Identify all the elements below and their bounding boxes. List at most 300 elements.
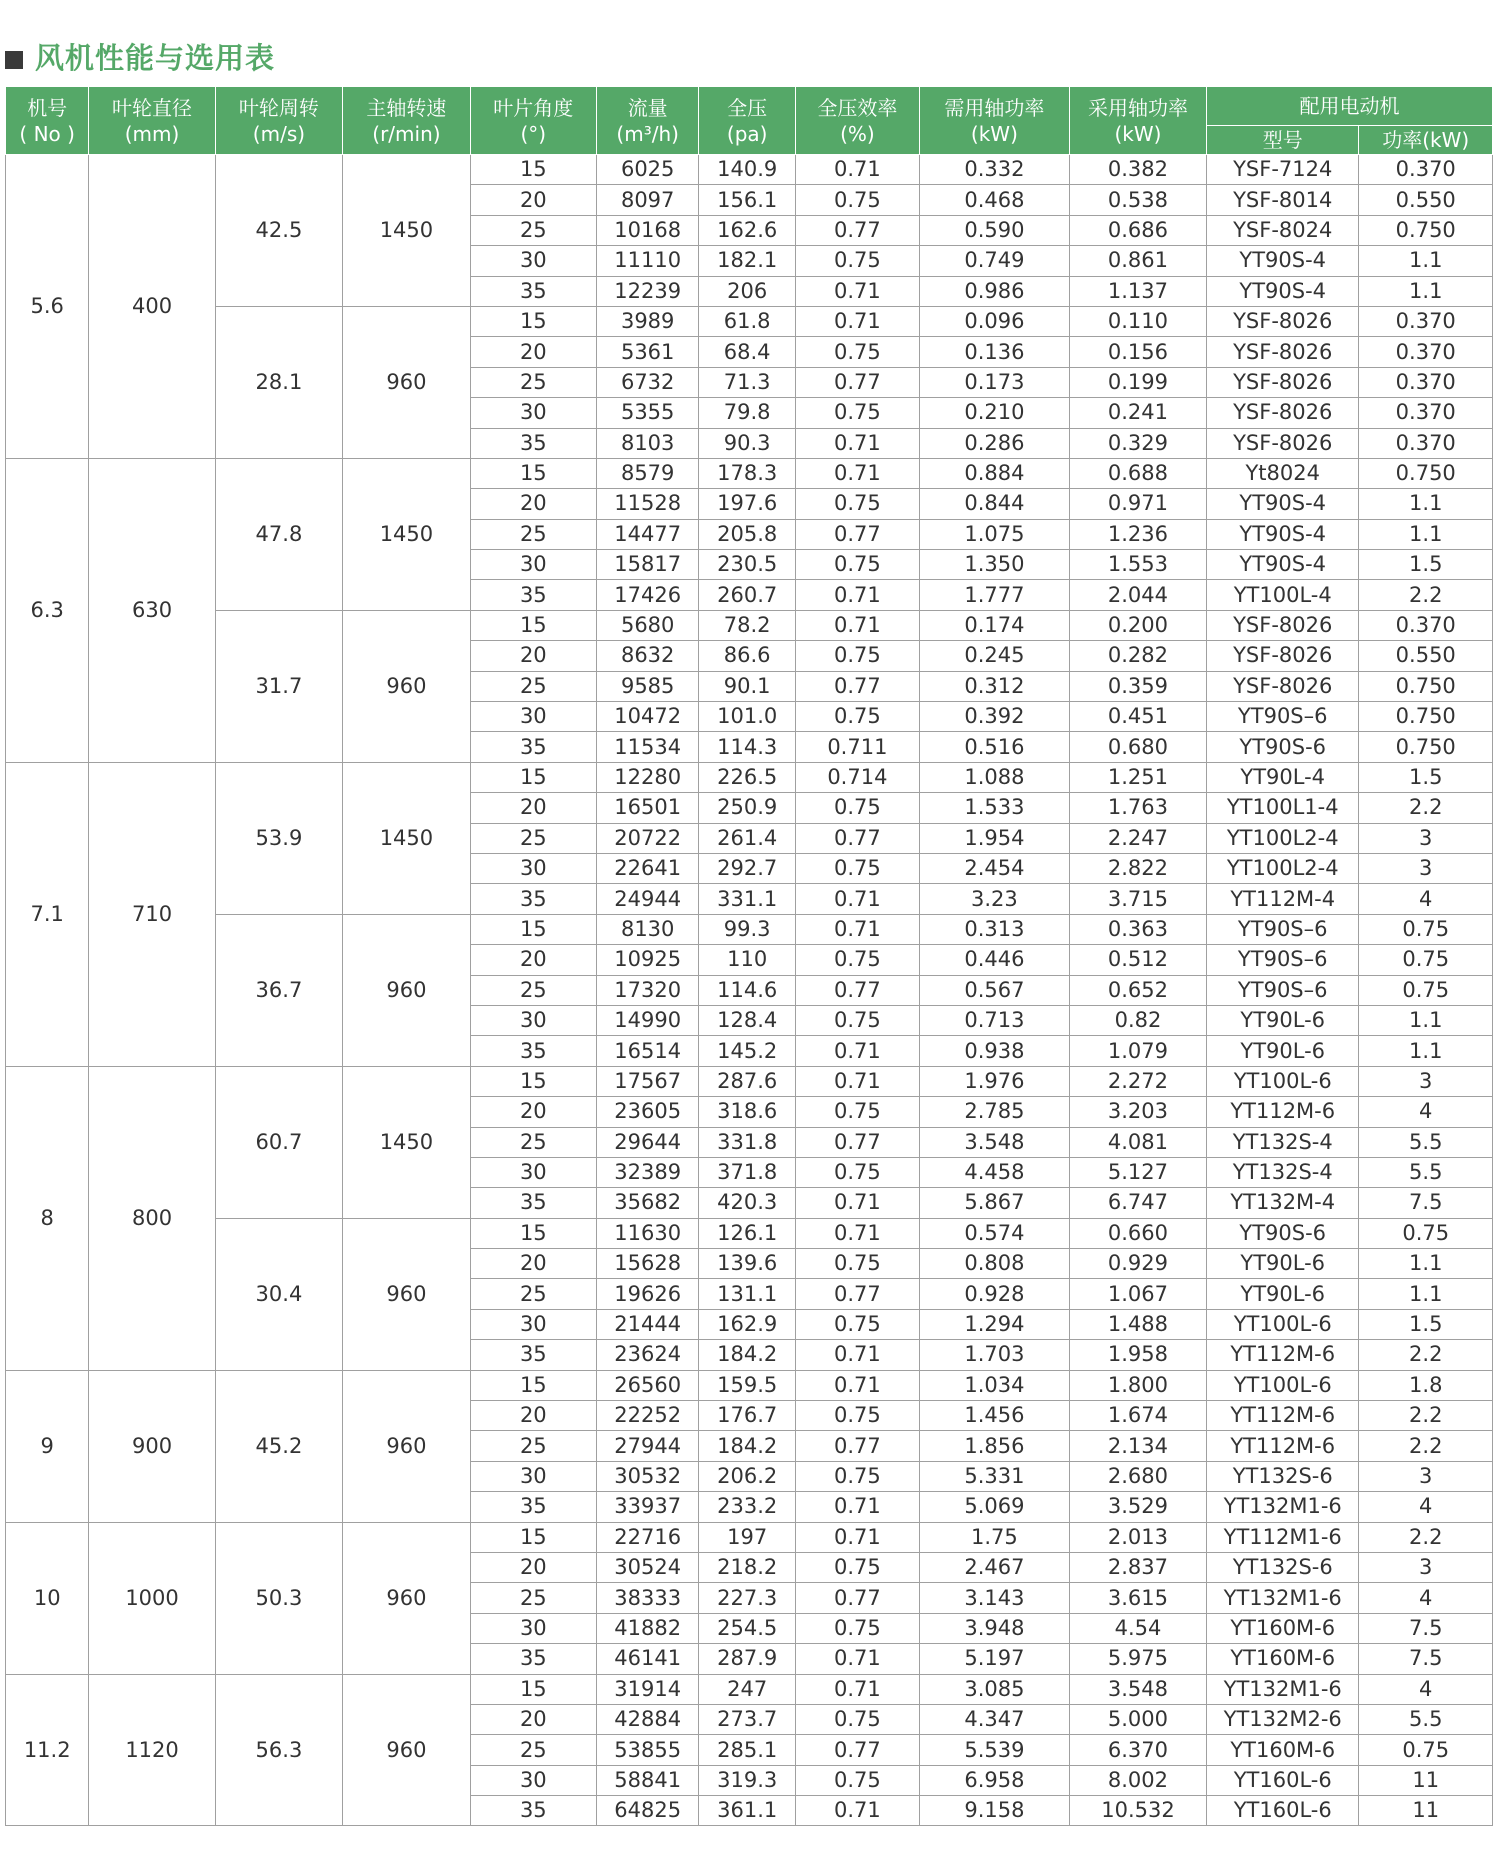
- flow-cell: 32389: [596, 1157, 698, 1187]
- pressure-cell: 206.2: [699, 1461, 796, 1491]
- header-motor: 配用电动机: [1206, 87, 1492, 126]
- pressure-cell: 331.8: [699, 1127, 796, 1157]
- angle-cell: 15: [470, 306, 596, 336]
- flow-cell: 42884: [596, 1704, 698, 1734]
- fan-no-cell: 8: [6, 1066, 89, 1370]
- required-power-cell: 0.844: [919, 489, 1069, 519]
- pressure-cell: 101.0: [699, 702, 796, 732]
- fan-no-cell: 6.3: [6, 458, 89, 762]
- motor-model-cell: YSF-8014: [1206, 185, 1359, 215]
- required-power-cell: 2.785: [919, 1097, 1069, 1127]
- efficiency-cell: 0.75: [795, 702, 919, 732]
- angle-cell: 15: [470, 155, 596, 185]
- efficiency-cell: 0.75: [795, 1461, 919, 1491]
- efficiency-cell: 0.77: [795, 671, 919, 701]
- required-power-cell: 0.312: [919, 671, 1069, 701]
- pressure-cell: 114.6: [699, 975, 796, 1005]
- angle-cell: 15: [470, 458, 596, 488]
- table-row: [6, 610, 1493, 640]
- motor-power-cell: 0.370: [1359, 610, 1493, 640]
- tip-speed-cell: 31.7: [215, 610, 342, 762]
- rpm-cell: 1450: [343, 458, 470, 610]
- adopted-power-cell: 1.137: [1069, 276, 1206, 306]
- flow-cell: 30524: [596, 1552, 698, 1582]
- fan-no-cell: 5.6: [6, 155, 89, 459]
- flow-cell: 38333: [596, 1583, 698, 1613]
- motor-model-cell: YT100L-6: [1206, 1066, 1359, 1096]
- flow-cell: 12280: [596, 762, 698, 792]
- adopted-power-cell: 0.660: [1069, 1218, 1206, 1248]
- angle-cell: 25: [470, 1583, 596, 1613]
- header-angle: 叶片角度 (°): [470, 87, 596, 155]
- motor-model-cell: YT112M-6: [1206, 1097, 1359, 1127]
- motor-model-cell: YT132M1-6: [1206, 1583, 1359, 1613]
- required-power-cell: 0.136: [919, 337, 1069, 367]
- angle-cell: 15: [470, 1218, 596, 1248]
- tip-speed-cell: 60.7: [215, 1066, 342, 1218]
- motor-model-cell: YT100L-4: [1206, 580, 1359, 610]
- efficiency-cell: 0.77: [795, 215, 919, 245]
- required-power-cell: 0.174: [919, 610, 1069, 640]
- adopted-power-cell: 5.975: [1069, 1644, 1206, 1674]
- adopted-power-cell: 3.203: [1069, 1097, 1206, 1127]
- angle-cell: 25: [470, 1431, 596, 1461]
- tip-speed-cell: 50.3: [215, 1522, 342, 1674]
- pressure-cell: 131.1: [699, 1279, 796, 1309]
- fan-no-cell: 7.1: [6, 762, 89, 1066]
- table-row: [6, 1370, 1493, 1400]
- angle-cell: 35: [470, 580, 596, 610]
- adopted-power-cell: 0.680: [1069, 732, 1206, 762]
- efficiency-cell: 0.75: [795, 1613, 919, 1643]
- motor-model-cell: YSF-8026: [1206, 398, 1359, 428]
- angle-cell: 25: [470, 1735, 596, 1765]
- pressure-cell: 230.5: [699, 550, 796, 580]
- motor-model-cell: YSF-8024: [1206, 215, 1359, 245]
- efficiency-cell: 0.71: [795, 1644, 919, 1674]
- header-motor-power: 功率(kW): [1359, 126, 1493, 155]
- table-row: [6, 1218, 1493, 1248]
- adopted-power-cell: 10.532: [1069, 1796, 1206, 1826]
- motor-power-cell: 3: [1359, 1552, 1493, 1582]
- motor-power-cell: 0.750: [1359, 458, 1493, 488]
- pressure-cell: 319.3: [699, 1765, 796, 1795]
- efficiency-cell: 0.71: [795, 1340, 919, 1370]
- adopted-power-cell: 0.329: [1069, 428, 1206, 458]
- adopted-power-cell: 5.000: [1069, 1704, 1206, 1734]
- angle-cell: 30: [470, 1309, 596, 1339]
- adopted-power-cell: 4.54: [1069, 1613, 1206, 1643]
- adopted-power-cell: 1.553: [1069, 550, 1206, 580]
- adopted-power-cell: 0.688: [1069, 458, 1206, 488]
- rpm-cell: 960: [343, 1522, 470, 1674]
- fan-no-cell: 11.2: [6, 1674, 89, 1826]
- flow-cell: 11110: [596, 246, 698, 276]
- motor-model-cell: YT90L-6: [1206, 1036, 1359, 1066]
- adopted-power-cell: 1.079: [1069, 1036, 1206, 1066]
- flow-cell: 5355: [596, 398, 698, 428]
- pressure-cell: 250.9: [699, 793, 796, 823]
- motor-power-cell: 0.370: [1359, 306, 1493, 336]
- pressure-cell: 162.9: [699, 1309, 796, 1339]
- required-power-cell: 9.158: [919, 1796, 1069, 1826]
- flow-cell: 30532: [596, 1461, 698, 1491]
- flow-cell: 5680: [596, 610, 698, 640]
- adopted-power-cell: 2.247: [1069, 823, 1206, 853]
- angle-cell: 25: [470, 367, 596, 397]
- pressure-cell: 261.4: [699, 823, 796, 853]
- pressure-cell: 287.9: [699, 1644, 796, 1674]
- flow-cell: 22641: [596, 853, 698, 883]
- required-power-cell: 3.143: [919, 1583, 1069, 1613]
- pressure-cell: 254.5: [699, 1613, 796, 1643]
- pressure-cell: 162.6: [699, 215, 796, 245]
- motor-model-cell: YT160M-6: [1206, 1735, 1359, 1765]
- required-power-cell: 3.948: [919, 1613, 1069, 1643]
- angle-cell: 35: [470, 1644, 596, 1674]
- motor-model-cell: YT100L2-4: [1206, 853, 1359, 883]
- pressure-cell: 292.7: [699, 853, 796, 883]
- tip-speed-cell: 47.8: [215, 458, 342, 610]
- motor-power-cell: 2.2: [1359, 580, 1493, 610]
- efficiency-cell: 0.71: [795, 1796, 919, 1826]
- motor-power-cell: 4: [1359, 1583, 1493, 1613]
- flow-cell: 8632: [596, 641, 698, 671]
- adopted-power-cell: 3.548: [1069, 1674, 1206, 1704]
- pressure-cell: 145.2: [699, 1036, 796, 1066]
- motor-power-cell: 0.750: [1359, 702, 1493, 732]
- pressure-cell: 110: [699, 945, 796, 975]
- adopted-power-cell: 1.763: [1069, 793, 1206, 823]
- motor-power-cell: 5.5: [1359, 1127, 1493, 1157]
- angle-cell: 25: [470, 823, 596, 853]
- pressure-cell: 273.7: [699, 1704, 796, 1734]
- rpm-cell: 1450: [343, 155, 470, 307]
- flow-cell: 23605: [596, 1097, 698, 1127]
- motor-model-cell: YT112M-6: [1206, 1431, 1359, 1461]
- adopted-power-cell: 6.370: [1069, 1735, 1206, 1765]
- required-power-cell: 1.075: [919, 519, 1069, 549]
- motor-power-cell: 0.75: [1359, 945, 1493, 975]
- adopted-power-cell: 1.251: [1069, 762, 1206, 792]
- rpm-cell: 1450: [343, 762, 470, 914]
- motor-model-cell: YT112M-6: [1206, 1340, 1359, 1370]
- required-power-cell: 0.210: [919, 398, 1069, 428]
- angle-cell: 20: [470, 185, 596, 215]
- impeller-diameter-cell: 630: [89, 458, 215, 762]
- motor-power-cell: 0.75: [1359, 975, 1493, 1005]
- required-power-cell: 0.096: [919, 306, 1069, 336]
- angle-cell: 20: [470, 945, 596, 975]
- efficiency-cell: 0.71: [795, 458, 919, 488]
- angle-cell: 35: [470, 1340, 596, 1370]
- page-title: 风机性能与选用表: [35, 40, 276, 75]
- section-title-bar: [5, 40, 276, 75]
- motor-power-cell: 11: [1359, 1796, 1493, 1826]
- pressure-cell: 128.4: [699, 1005, 796, 1035]
- angle-cell: 15: [470, 610, 596, 640]
- flow-cell: 26560: [596, 1370, 698, 1400]
- pressure-cell: 227.3: [699, 1583, 796, 1613]
- required-power-cell: 1.456: [919, 1401, 1069, 1431]
- rpm-cell: 1450: [343, 1066, 470, 1218]
- adopted-power-cell: 2.822: [1069, 853, 1206, 883]
- pressure-cell: 114.3: [699, 732, 796, 762]
- required-power-cell: 5.539: [919, 1735, 1069, 1765]
- header-tip-speed: 叶轮周转 (m/s): [215, 87, 342, 155]
- adopted-power-cell: 1.800: [1069, 1370, 1206, 1400]
- pressure-cell: 139.6: [699, 1249, 796, 1279]
- adopted-power-cell: 0.82: [1069, 1005, 1206, 1035]
- motor-model-cell: YT132M1-6: [1206, 1492, 1359, 1522]
- motor-model-cell: YT90L-6: [1206, 1005, 1359, 1035]
- motor-power-cell: 1.1: [1359, 1005, 1493, 1035]
- flow-cell: 17320: [596, 975, 698, 1005]
- angle-cell: 35: [470, 732, 596, 762]
- angle-cell: 25: [470, 1127, 596, 1157]
- flow-cell: 10168: [596, 215, 698, 245]
- required-power-cell: 0.173: [919, 367, 1069, 397]
- adopted-power-cell: 0.241: [1069, 398, 1206, 428]
- pressure-cell: 371.8: [699, 1157, 796, 1187]
- efficiency-cell: 0.77: [795, 1127, 919, 1157]
- motor-model-cell: YT90S–6: [1206, 975, 1359, 1005]
- angle-cell: 30: [470, 1613, 596, 1643]
- flow-cell: 16514: [596, 1036, 698, 1066]
- pressure-cell: 99.3: [699, 914, 796, 944]
- required-power-cell: 3.085: [919, 1674, 1069, 1704]
- required-power-cell: 1.976: [919, 1066, 1069, 1096]
- flow-cell: 9585: [596, 671, 698, 701]
- required-power-cell: 0.332: [919, 155, 1069, 185]
- rpm-cell: 960: [343, 1674, 470, 1826]
- motor-model-cell: YT112M-4: [1206, 884, 1359, 914]
- flow-cell: 19626: [596, 1279, 698, 1309]
- motor-power-cell: 3: [1359, 1461, 1493, 1491]
- motor-model-cell: Yt8024: [1206, 458, 1359, 488]
- adopted-power-cell: 2.837: [1069, 1552, 1206, 1582]
- pressure-cell: 247: [699, 1674, 796, 1704]
- pressure-cell: 218.2: [699, 1552, 796, 1582]
- efficiency-cell: 0.77: [795, 1735, 919, 1765]
- required-power-cell: 0.392: [919, 702, 1069, 732]
- motor-power-cell: 1.1: [1359, 246, 1493, 276]
- motor-power-cell: 0.750: [1359, 671, 1493, 701]
- angle-cell: 30: [470, 398, 596, 428]
- motor-model-cell: YT90S-4: [1206, 550, 1359, 580]
- required-power-cell: 1.034: [919, 1370, 1069, 1400]
- required-power-cell: 1.954: [919, 823, 1069, 853]
- flow-cell: 24944: [596, 884, 698, 914]
- table-row: [6, 458, 1493, 488]
- motor-power-cell: 3: [1359, 1066, 1493, 1096]
- pressure-cell: 206: [699, 276, 796, 306]
- efficiency-cell: 0.71: [795, 884, 919, 914]
- adopted-power-cell: 6.747: [1069, 1188, 1206, 1218]
- required-power-cell: 3.548: [919, 1127, 1069, 1157]
- required-power-cell: 0.313: [919, 914, 1069, 944]
- adopted-power-cell: 1.674: [1069, 1401, 1206, 1431]
- motor-power-cell: 3: [1359, 853, 1493, 883]
- required-power-cell: 0.938: [919, 1036, 1069, 1066]
- angle-cell: 35: [470, 1492, 596, 1522]
- flow-cell: 11630: [596, 1218, 698, 1248]
- impeller-diameter-cell: 1120: [89, 1674, 215, 1826]
- efficiency-cell: 0.71: [795, 1674, 919, 1704]
- motor-power-cell: 4: [1359, 1097, 1493, 1127]
- angle-cell: 15: [470, 1674, 596, 1704]
- motor-model-cell: YT132S-6: [1206, 1461, 1359, 1491]
- required-power-cell: 4.347: [919, 1704, 1069, 1734]
- tip-speed-cell: 28.1: [215, 306, 342, 458]
- flow-cell: 27944: [596, 1431, 698, 1461]
- flow-cell: 8579: [596, 458, 698, 488]
- impeller-diameter-cell: 400: [89, 155, 215, 459]
- motor-power-cell: 1.5: [1359, 550, 1493, 580]
- efficiency-cell: 0.71: [795, 1066, 919, 1096]
- flow-cell: 22716: [596, 1522, 698, 1552]
- pressure-cell: 205.8: [699, 519, 796, 549]
- motor-model-cell: YSF-8026: [1206, 641, 1359, 671]
- efficiency-cell: 0.71: [795, 1370, 919, 1400]
- motor-model-cell: YT132S-4: [1206, 1127, 1359, 1157]
- flow-cell: 64825: [596, 1796, 698, 1826]
- motor-power-cell: 5.5: [1359, 1157, 1493, 1187]
- motor-power-cell: 0.550: [1359, 185, 1493, 215]
- motor-power-cell: 11: [1359, 1765, 1493, 1795]
- motor-power-cell: 0.370: [1359, 155, 1493, 185]
- motor-power-cell: 5.5: [1359, 1704, 1493, 1734]
- header-flow: 流量 (m³/h): [596, 87, 698, 155]
- motor-power-cell: 4: [1359, 884, 1493, 914]
- flow-cell: 3989: [596, 306, 698, 336]
- pressure-cell: 184.2: [699, 1431, 796, 1461]
- motor-power-cell: 4: [1359, 1492, 1493, 1522]
- impeller-diameter-cell: 1000: [89, 1522, 215, 1674]
- adopted-power-cell: 1.236: [1069, 519, 1206, 549]
- angle-cell: 20: [470, 489, 596, 519]
- tip-speed-cell: 53.9: [215, 762, 342, 914]
- required-power-cell: 5.867: [919, 1188, 1069, 1218]
- pressure-cell: 420.3: [699, 1188, 796, 1218]
- adopted-power-cell: 0.861: [1069, 246, 1206, 276]
- motor-power-cell: 0.750: [1359, 215, 1493, 245]
- required-power-cell: 0.446: [919, 945, 1069, 975]
- pressure-cell: 197.6: [699, 489, 796, 519]
- adopted-power-cell: 0.363: [1069, 914, 1206, 944]
- efficiency-cell: 0.71: [795, 610, 919, 640]
- motor-power-cell: 0.75: [1359, 1735, 1493, 1765]
- pressure-cell: 140.9: [699, 155, 796, 185]
- motor-model-cell: YT90S-6: [1206, 732, 1359, 762]
- pressure-cell: 287.6: [699, 1066, 796, 1096]
- efficiency-cell: 0.75: [795, 246, 919, 276]
- required-power-cell: 0.590: [919, 215, 1069, 245]
- required-power-cell: 4.458: [919, 1157, 1069, 1187]
- required-power-cell: 2.454: [919, 853, 1069, 883]
- table-row: [6, 306, 1493, 336]
- efficiency-cell: 0.75: [795, 185, 919, 215]
- impeller-diameter-cell: 800: [89, 1066, 215, 1370]
- required-power-cell: 1.856: [919, 1431, 1069, 1461]
- adopted-power-cell: 0.538: [1069, 185, 1206, 215]
- angle-cell: 20: [470, 1704, 596, 1734]
- flow-cell: 10472: [596, 702, 698, 732]
- efficiency-cell: 0.71: [795, 914, 919, 944]
- motor-model-cell: YT132S-4: [1206, 1157, 1359, 1187]
- motor-model-cell: YT90S-6: [1206, 1218, 1359, 1248]
- efficiency-cell: 0.71: [795, 1218, 919, 1248]
- motor-power-cell: 0.370: [1359, 428, 1493, 458]
- efficiency-cell: 0.75: [795, 337, 919, 367]
- angle-cell: 35: [470, 1036, 596, 1066]
- motor-model-cell: YT90S–6: [1206, 945, 1359, 975]
- pressure-cell: 90.1: [699, 671, 796, 701]
- angle-cell: 20: [470, 1249, 596, 1279]
- motor-power-cell: 1.5: [1359, 1309, 1493, 1339]
- pressure-cell: 86.6: [699, 641, 796, 671]
- required-power-cell: 1.777: [919, 580, 1069, 610]
- efficiency-cell: 0.77: [795, 367, 919, 397]
- adopted-power-cell: 2.013: [1069, 1522, 1206, 1552]
- tip-speed-cell: 30.4: [215, 1218, 342, 1370]
- flow-cell: 58841: [596, 1765, 698, 1795]
- motor-model-cell: YT100L-6: [1206, 1309, 1359, 1339]
- required-power-cell: 0.808: [919, 1249, 1069, 1279]
- motor-model-cell: YT90L-6: [1206, 1279, 1359, 1309]
- flow-cell: 8097: [596, 185, 698, 215]
- rpm-cell: 960: [343, 306, 470, 458]
- angle-cell: 25: [470, 519, 596, 549]
- required-power-cell: 0.245: [919, 641, 1069, 671]
- angle-cell: 25: [470, 671, 596, 701]
- adopted-power-cell: 2.272: [1069, 1066, 1206, 1096]
- efficiency-cell: 0.75: [795, 1309, 919, 1339]
- rpm-cell: 960: [343, 914, 470, 1066]
- pressure-cell: 182.1: [699, 246, 796, 276]
- table-row: [6, 914, 1493, 944]
- motor-model-cell: YT132M1-6: [1206, 1674, 1359, 1704]
- header-efficiency: 全压效率 (%): [795, 87, 919, 155]
- required-power-cell: 0.468: [919, 185, 1069, 215]
- motor-power-cell: 1.1: [1359, 1279, 1493, 1309]
- header-pressure: 全压 (pa): [699, 87, 796, 155]
- motor-power-cell: 7.5: [1359, 1188, 1493, 1218]
- adopted-power-cell: 0.199: [1069, 367, 1206, 397]
- angle-cell: 15: [470, 1370, 596, 1400]
- required-power-cell: 0.574: [919, 1218, 1069, 1248]
- motor-model-cell: YT160L-6: [1206, 1765, 1359, 1795]
- efficiency-cell: 0.714: [795, 762, 919, 792]
- angle-cell: 15: [470, 914, 596, 944]
- motor-power-cell: 1.5: [1359, 762, 1493, 792]
- adopted-power-cell: 4.081: [1069, 1127, 1206, 1157]
- angle-cell: 15: [470, 762, 596, 792]
- motor-power-cell: 2.2: [1359, 793, 1493, 823]
- adopted-power-cell: 1.067: [1069, 1279, 1206, 1309]
- efficiency-cell: 0.75: [795, 641, 919, 671]
- rpm-cell: 960: [343, 610, 470, 762]
- required-power-cell: 1.703: [919, 1340, 1069, 1370]
- flow-cell: 11534: [596, 732, 698, 762]
- required-power-cell: 2.467: [919, 1552, 1069, 1582]
- motor-power-cell: 2.2: [1359, 1340, 1493, 1370]
- angle-cell: 20: [470, 793, 596, 823]
- angle-cell: 30: [470, 246, 596, 276]
- motor-power-cell: 4: [1359, 1674, 1493, 1704]
- motor-model-cell: YT112M-6: [1206, 1401, 1359, 1431]
- motor-power-cell: 0.75: [1359, 914, 1493, 944]
